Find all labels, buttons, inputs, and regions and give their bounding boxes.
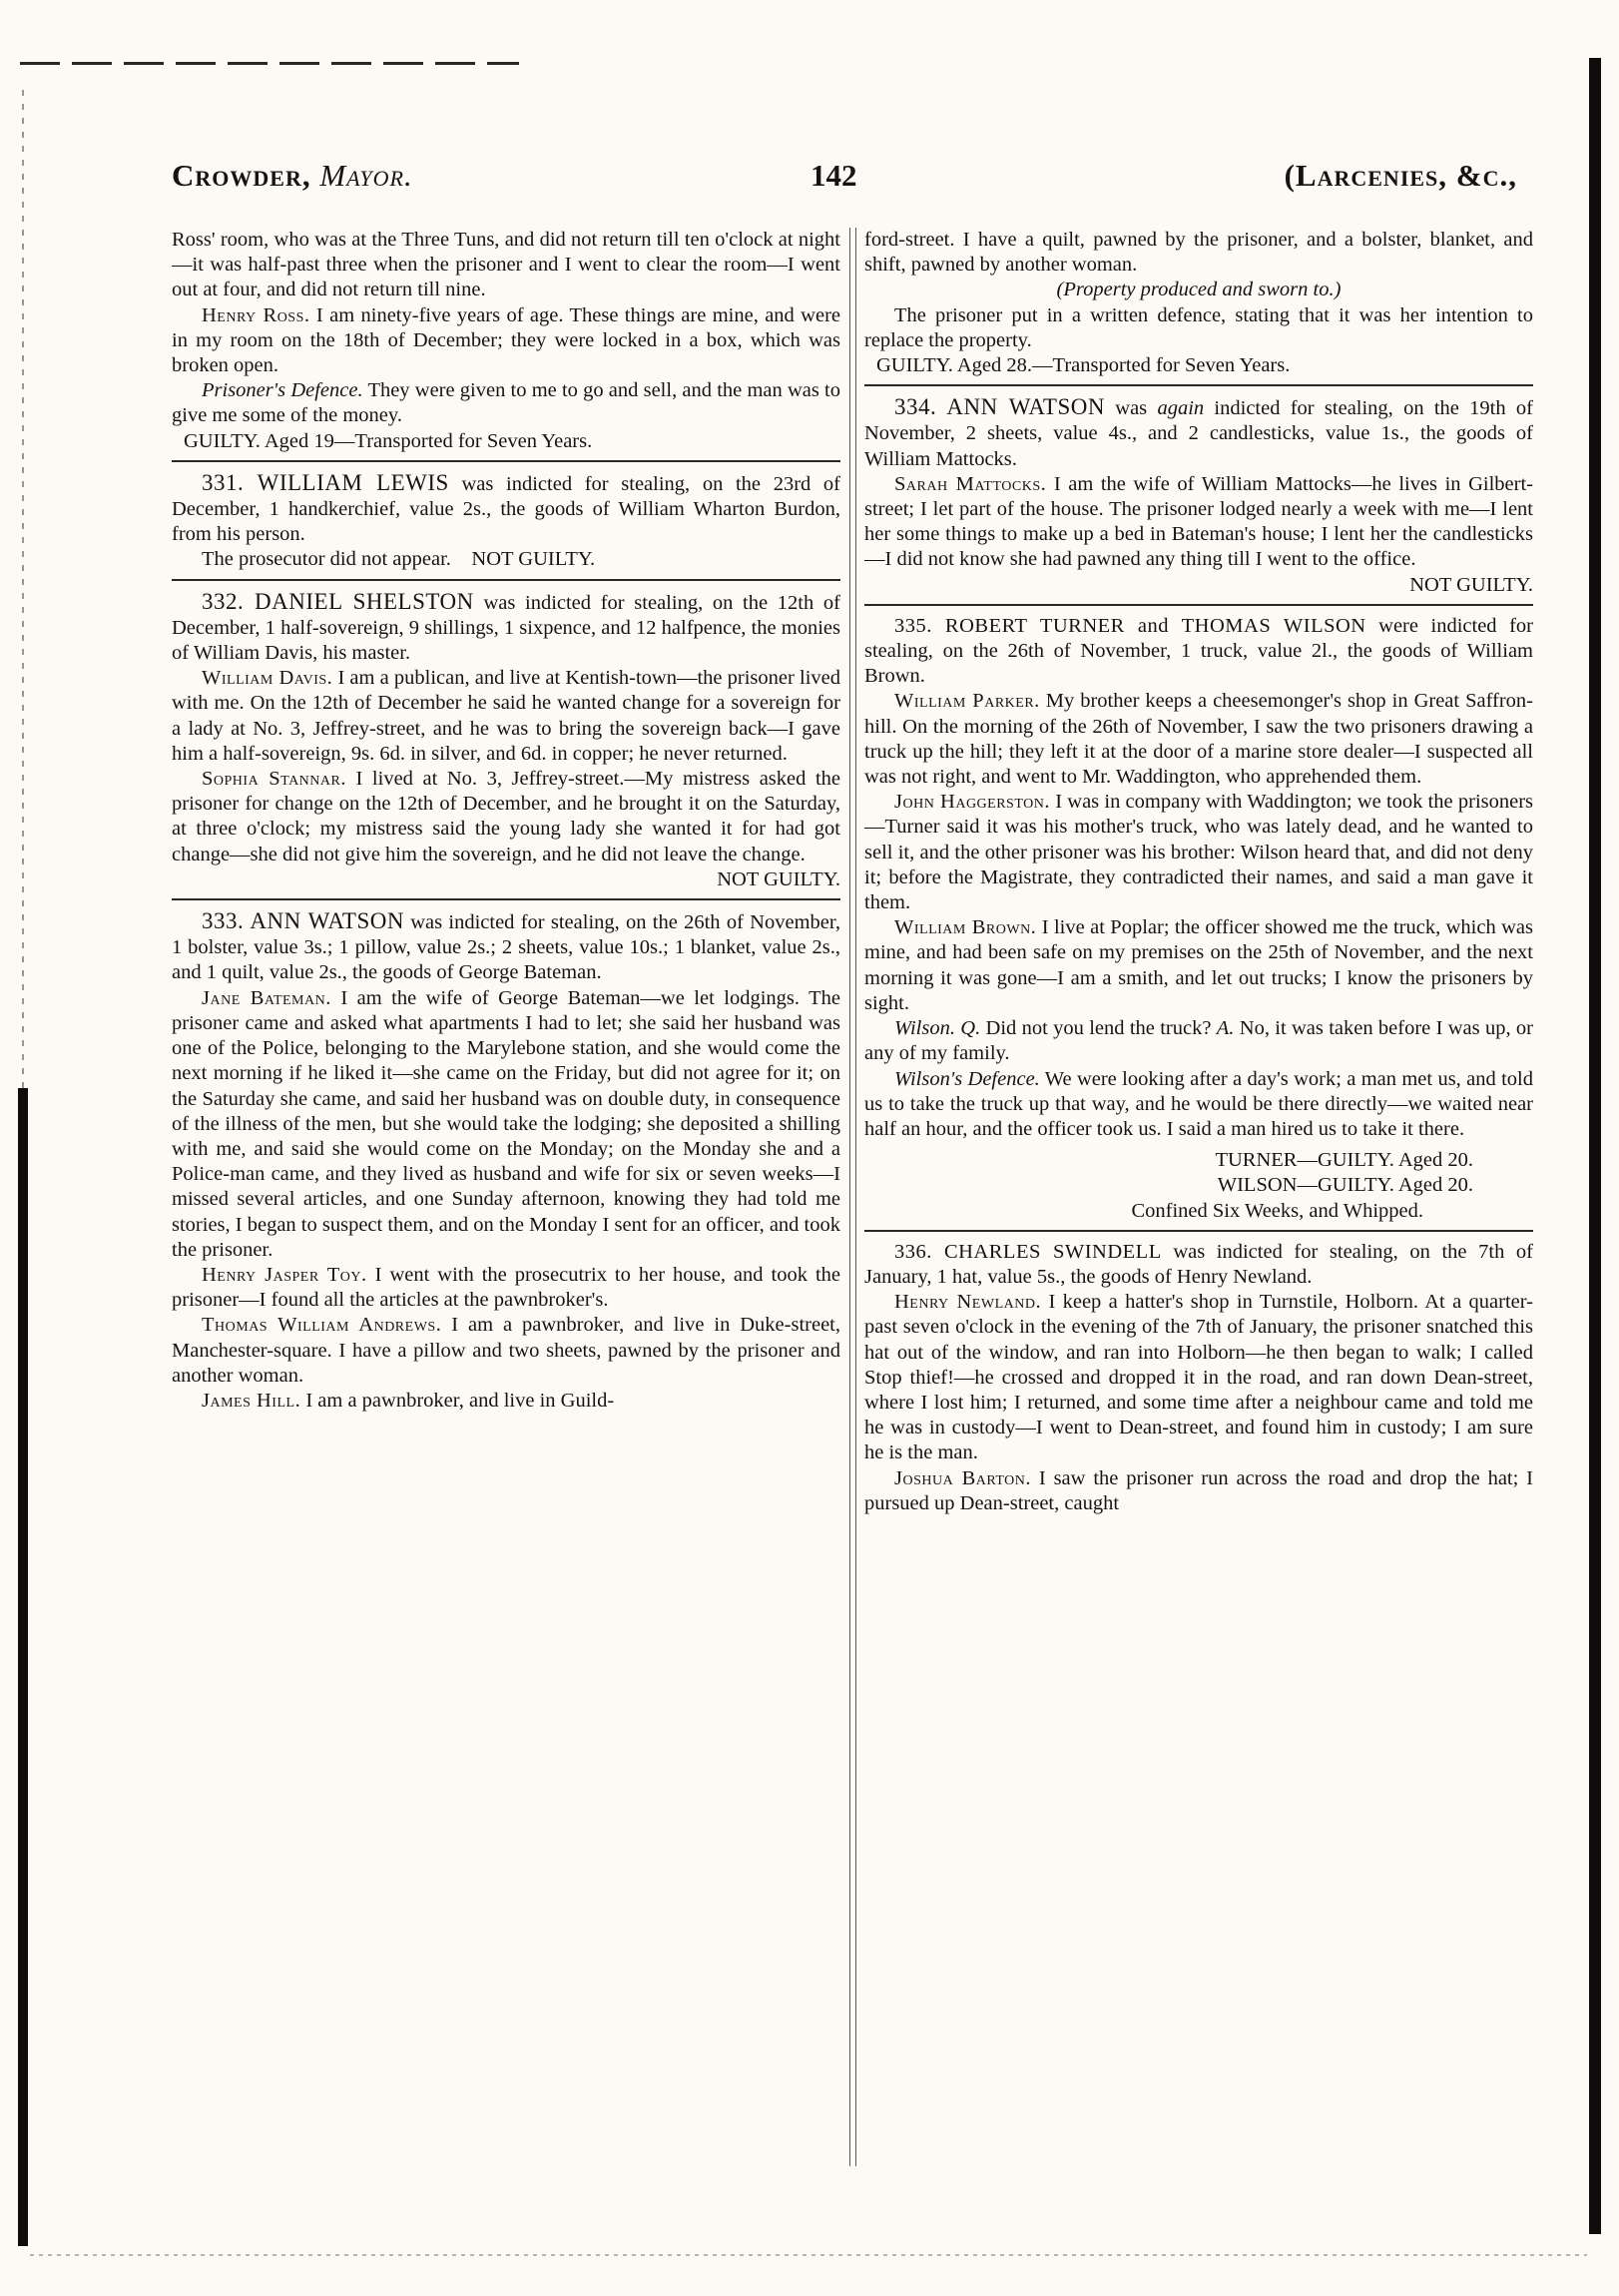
witness-testimony: I saw the prisoner run across the road and drop the hat; I pursued up Dean-street, caught (864, 1466, 1533, 1514)
defence-text: We were looking after a day's work; a man met us, and told us to take the truck up that way, and he would be there directly—we waited near half an hour, and the officer took us. I said a man hired us to take it there. (864, 1067, 1533, 1140)
header-right: (Larcenies, &c., (1284, 158, 1517, 193)
witness-name: James Hill. (202, 1389, 301, 1412)
indictment-word: was (1115, 397, 1148, 420)
case-335-witness-2 (864, 790, 1533, 915)
case-335-witness-1 (864, 689, 1533, 790)
scan-edge-right (1589, 58, 1601, 2234)
indictment-text: was indicted for stealing, on the 12th of December, 1 half-sovereign, 9 shillings, 1 sixpence, and 12 halfpence, the monies of William Davis, his master. (172, 591, 840, 665)
indictment-again: again (1157, 397, 1205, 420)
case-335-defence (864, 1067, 1533, 1143)
page-number: 142 (810, 158, 857, 193)
case-separator (172, 579, 840, 581)
indictment-text: was indicted for stealing, on the 23rd of December, 1 handkerchief, value 2s., the goods of William Wharton Burdon, from his person. (172, 472, 840, 546)
case-334-witness-1 (864, 472, 1533, 573)
question-mark: Q. (960, 1017, 981, 1040)
examiner-name: Wilson. (894, 1017, 955, 1040)
column-divider (849, 228, 856, 2166)
question-text: Did not you lend the truck? (985, 1017, 1212, 1040)
case-335-verdict-turner: TURNER—GUILTY. Aged 20. (1215, 1149, 1473, 1172)
case-336-indictment (864, 1240, 1533, 1290)
witness-testimony: I lived at No. 3, Jeffrey-street.—My mistress asked the prisoner for change on the 12th of December, and he brought it on the Saturday, at three o'clock; my mistress said the young lady she wanted it for had got change—she did not give him the sovereign, and he did not leave the change. (172, 768, 840, 865)
witness-name: Joshua Barton. (894, 1466, 1031, 1489)
case-separator (864, 384, 1533, 386)
case-333-continuation: ford-street. I have a quilt, pawned by the prisoner, and a bolster, blanket, and shift, pawned by another woman. (864, 229, 1533, 277)
case-separator (172, 898, 840, 900)
defence-label: Prisoner's Defence. (202, 379, 363, 402)
case-330-defence (172, 378, 840, 428)
case-332-witness-1 (172, 666, 840, 767)
scan-edge-bottom (30, 2254, 1587, 2256)
witness-testimony: I am the wife of George Bateman—we let lodgings. The prisoner came and asked what apartments I had to let; she said her husband was one of the Police, belonging to the Marylebone station, and she would come the next morning if he liked it—she came on the Friday, but did not agree for it; on the Saturday she came, and said her husband was on double duty, in consequence of the illness of the men, but she would take the lodging; she deposited a shilling with me, and said she would come on the Monday; on the Monday she and a Police-man came, and they lived as husband and wife for six or seven weeks—I missed several articles, and one Sunday afternoon, knowing they had told me stories, I began to suspect them, and on the Monday I sent for an officer, and took the prisoner. (172, 986, 840, 1261)
witness-testimony: I live at Poplar; the officer showed me the truck, which was mine, and had been safe on my premises on the 25th of November, and the next morning it was gone—I am a smith, and let out trucks; I know the prisoners by sight. (864, 916, 1533, 1014)
witness-testimony: I am a publican, and live at Kentish-town—the prisoner lived with me. On the 12th of December he said he wanted change for a sovereign for a lady at No. 3, Jeffrey-street, and he was to bring the sovereign back—I gave him a half-sovereign, 9s. 6d. in silver, and 6d. in copper; he never returned. (172, 667, 840, 765)
case-330-witness (172, 303, 840, 379)
witness-name: Henry Newland. (894, 1291, 1042, 1314)
indictment-text: indicted for stealing, on the 19th of November, 2 sheets, value 4s., and 2 candlesticks, value 1s., the goods of William Mattocks. (864, 397, 1533, 470)
case-336-witness-1 (864, 1290, 1533, 1465)
case-heading: 333. ANN WATSON (202, 908, 404, 934)
witness-name: William Brown. (894, 916, 1037, 939)
case-333-witness-4 (172, 1389, 840, 1414)
case-heading: 335. ROBERT TURNER and THOMAS WILSON (894, 614, 1366, 637)
case-334-verdict: NOT GUILTY. (1409, 573, 1533, 596)
case-334-indictment (864, 394, 1533, 472)
header-left (172, 158, 413, 194)
witness-name: Sarah Mattocks. (894, 472, 1047, 495)
witness-testimony: I keep a hatter's shop in Turnstile, Holborn. At a quarter-past seven o'clock in the evening of the 7th of January, the prisoner snatched this hat out of the window, and ran into Holborn—he then began to walk; I called Stop thief!—he crossed and dropped it in the road, and ran down Dean-street, where I lost him; I returned, and some time after a neighbour came and told me he was in custody—I went to Dean-street, and found him in custody; I am sure he is the man. (864, 1291, 1533, 1464)
witness-name: Sophia Stannar. (202, 768, 346, 791)
witness-testimony: I am ninety-five years of age. These things are mine, and were in my room on the 18th of December; they were locked in a box, which was broken open. (172, 303, 840, 377)
witness-name: Jane Bateman. (202, 986, 331, 1009)
case-335-witness-3 (864, 915, 1533, 1016)
defence-text: They were given to me to go and sell, and the man was to give me some of the money. (172, 379, 840, 427)
answer-mark: A. (1216, 1017, 1235, 1040)
property-note-text: (Property produced and sworn to.) (1056, 279, 1342, 301)
page-header (172, 158, 1517, 198)
case-heading: 336. CHARLES SWINDELL (894, 1240, 1162, 1263)
binding-shadow (18, 1088, 28, 2246)
case-332-verdict: NOT GUILTY. (717, 867, 840, 890)
witness-testimony: I am the wife of William Mattocks—he lives in Gilbert-street; I let part of the house. The prisoner lodged nearly a week with me—I lent her some things to make up a bed in Bateman's house; I lent her the candlesticks—I did not know she had pawned any thing till I went to the office. (864, 472, 1533, 571)
left-column (172, 228, 840, 2234)
case-330-verdict: GUILTY. Aged 19—Transported for Seven Years. (184, 429, 593, 452)
witness-name: Thomas William Andrews. (202, 1314, 442, 1337)
case-333-verdict: GUILTY. Aged 28.—Transported for Seven Years. (876, 354, 1291, 377)
witness-name: John Haggerston. (894, 791, 1050, 814)
case-335-sentence: Confined Six Weeks, and Whipped. (1131, 1199, 1423, 1222)
case-330-continuation: Ross' room, who was at the Three Tuns, and did not return till ten o'clock at night—it was half-past three when the prisoner and I went to clear the room—I went out at four, and did not return till nine. (172, 229, 840, 301)
case-separator (864, 604, 1533, 606)
written-defence-note: The prisoner put in a written defence, stating that it was her intention to replace the property. (864, 303, 1533, 351)
witness-testimony: I went with the prosecutrix to her house, and took the prisoner—I found all the articles at the pawnbroker's. (172, 1263, 840, 1312)
indictment-text: was indicted for stealing, on the 7th of January, 1 hat, value 5s., the goods of Henry Newland. (864, 1240, 1533, 1288)
case-335-cross-exam (864, 1016, 1533, 1066)
case-heading: 334. ANN WATSON (894, 394, 1105, 420)
case-336-witness-2 (864, 1466, 1533, 1516)
case-333-indictment (172, 908, 840, 986)
case-332-indictment (172, 589, 840, 667)
indictment-text: was indicted for stealing, on the 26th of November, 1 bolster, value 3s.; 1 pillow, value 2s.; 2 sheets, value 10s.; 1 blanket, value 2s., and 1 quilt, value 2s., the goods of George Bateman. (172, 911, 840, 984)
case-331-note (172, 547, 840, 572)
case-331-indictment (172, 470, 840, 548)
witness-name: Henry Ross. (202, 303, 310, 326)
witness-testimony: I was in company with Waddington; we took the prisoners—Turner said it was his mother's truck, who was lately dead, and he wanted to sell it, and the other prisoner was his brother: Wilson heard that, and did not deny it; before the Magistrate, they contradicted their names, and said a man gave it them. (864, 791, 1533, 914)
case-335-verdict-wilson: WILSON—GUILTY. Aged 20. (1217, 1174, 1473, 1197)
case-heading: 332. DANIEL SHELSTON (202, 588, 474, 614)
case-333-witness-2 (172, 1263, 840, 1313)
witness-testimony: I am a pawnbroker, and live in Guild- (305, 1389, 615, 1412)
right-column (864, 228, 1533, 2234)
case-heading: 331. WILLIAM LEWIS (202, 469, 449, 495)
scan-edge-top (20, 62, 519, 65)
indictment-text: were indicted for stealing, on the 26th of November, 1 truck, value 2l., the goods of William Brown. (864, 614, 1533, 688)
witness-testimony: My brother keeps a cheesemonger's shop in Great Saffron-hill. On the morning of the 26th of November, I saw the two prisoners drawing a truck up the hill; they left it at the door of a marine store dealer—I suspected all was not right, and went to Mr. Waddington, who apprehended them. (864, 690, 1533, 789)
witness-name: William Davis. (202, 667, 333, 690)
defence-label: Wilson's Defence. (894, 1067, 1040, 1090)
case-separator (864, 1230, 1533, 1232)
witness-testimony: I am a pawnbroker, and live in Duke-street, Manchester-square. I have a pillow and two sheets, pawned by the prisoner and another woman. (172, 1314, 840, 1387)
case-333-witness-1 (172, 986, 840, 1263)
header-left-name: Crowder, (172, 158, 311, 193)
witness-name: William Parker. (894, 690, 1040, 713)
property-note (864, 278, 1533, 302)
case-333-witness-3 (172, 1313, 840, 1389)
note-text: The prosecutor did not appear. (202, 548, 451, 571)
case-separator (172, 460, 840, 462)
case-331-verdict: NOT GUILTY. (471, 548, 596, 571)
case-335-indictment (864, 614, 1533, 690)
header-left-title: Mayor. (319, 158, 413, 193)
witness-name: Henry Jasper Toy. (202, 1263, 367, 1286)
answer-text: No, it was taken before I was up, or any of my family. (864, 1017, 1533, 1065)
case-332-witness-2 (172, 767, 840, 867)
